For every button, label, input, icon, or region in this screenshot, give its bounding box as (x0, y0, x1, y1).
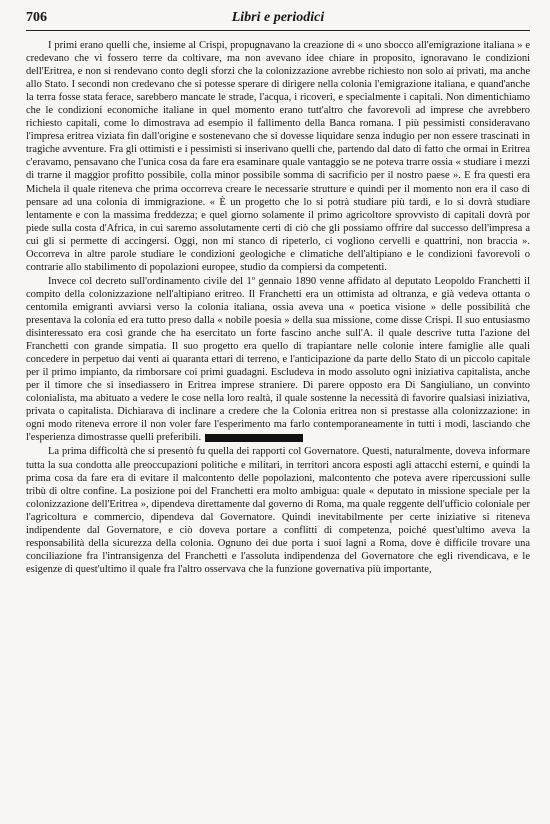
page-number: 706 (26, 10, 47, 25)
paragraph (26, 445, 530, 575)
paragraph-text: La prima difficoltà che si presentò fu quella dei rapporti col Governatore. Questi, naturalmente, doveva informare tutta la sua condotta alle preoccupazioni politiche e militari, in territori ancora esposti agli attacchi esterni, e quindi la prima cosa da fare era di evitare il malcontento delle popolazioni, malcontento che poteva avere ripercussioni sulle tribù di oltre confine. La posizione poi del Franchetti era molto ambigua: quale « deputato in missione speciale per la colonizzazione dell'Eritrea », dipendeva direttamente dal governo di Roma, ma quale reggente dell'ufficio coloniale per l'agricoltura e commercio, dipendeva dal Governatore. Quindi inevitabilmente per certe iniziative si riteneva indipendente dal Governatore, e ciò doveva portare a conflitti di competenza, poiché quest'ultimo aveva la responsabilità della sicurezza della colonia. Ognuno dei due porta i suoi lagni a Roma, dove è difficile trovare una conciliazione fra l'intransigenza del Franchetti e l'assoluta indipendenza del Governatore che egli rivendicava, e le esigenze di quest'ultimo il quale fra l'altro osservava che la funzione governativa più importante, (26, 446, 530, 575)
paragraph-text: Invece col decreto sull'ordinamento civile del 1º gennaio 1890 venne affidato al deputato Leopoldo Franchetti il compito della colonizzazione nell'altipiano eritreo. Il Franchetti era un ottimista ad oltranza, e già vedeva ottanta o centomila emigranti avviarsi verso la colonia italiana, ossia aveva una « poetica visione » delle possibilità che presentava la colonia ed era tutto preso dalla « nobile poesia » della sua missione, come disse Crispi. Il suo entusiasmo disinteressato era così grande che ha esercitato un forte fascino anche sull'A. il quale descrive tutta l'azione del Franchetti con grande simpatia. Il suo progetto era quello di trapiantare nelle colonie intere famiglie alle quali concedere in perpetuo dai venti ai quaranta ettari di terreno, e l'anticipazione da parte dello Stato di un piccolo capitale per il primo impianto, da rimborsare coi primi guadagni. Escludeva in modo assoluto ogni iniziativa capitalista, anche per il timore che si insediassero in Eritrea imprese straniere. Di parere opposto era Di Sangiuliano, un convinto colonialista, ma abituato a vedere le cose nella loro realtà, il quale sostenne la necessità di favorire qualsiasi iniziativa, privata o capitalista. Dichiarava di inclinare a credere che la Colonia eritrea non si prestasse alla colonizzazione: in ogni modo riteneva errore il non voler fare l'esperimento ma farlo contemporaneamente in tutti i modi, lasciando che l'esperienza dimostrasse quelli preferibili. (26, 275, 530, 444)
paragraph (26, 39, 530, 274)
page-header (26, 8, 530, 31)
paragraph-text: I primi erano quelli che, insieme al Crispi, propugnavano la creazione di « uno sbocco all'emigrazione italiana » e credevano che vi fossero terre da coltivare, ma non avevano idee chiare in proposito, ignoravano le condizioni dell'Eritrea, e non si rendevano conto degli sforzi che la colonizzazione avrebbe richiesto non solo ai privati, ma anche allo Stato. I secondi non credevano che si potesse sperare di dirigere nella colonia l'emigrazione italiana, e quand'anche la terra fosse stata ferace, sarebbero mancate le strade, l'acqua, i ricoveri, e specialmente i capitali. Non dimentichiamo che le condizioni economiche italiane in quel momento erano tutt'altro che favorevoli ad imprese che avrebbero richiesto capitali, come lo dimostrava ad esempio il fallimento della Banca romana. I più pessimisti consideravano l'impresa eritrea viziata fin dall'origine e sostenevano che si dovesse liquidare senza indugio per non essere trascinati in tragiche avventure. Fra gli ottimisti e i pessimisti si inserivano quelli che, partendo dal dato di fatto che ormai in Eritrea c'eravamo, pensavano che l'unica cosa da fare era esaminare quale vantaggio se ne poteva trarre ossia « studiare i mezzi di trarne il maggior profitto possibile, colla minor possibile somma di sacrificio per il nostro paese ». E fra questi era Michela il quale riteneva che prima occorreva creare le necessarie strutture e quindi per il momento non era il caso di pensare ad una colonia di immigrazione. « È un progetto che lo si potrà studiare più tardi, e lo si dovrà studiare lentamente e con la massima freddezza; e quel giorno solamente il primo agricoltore sprovvisto di capitali dovrà por piede sulla costa d'Africa, in cui saremo assolutamente certi di ciò che gli possiamo offrire dal successo dell'impresa a cui gli si permette di accingersi. Oggi, non mi stanco di ripeterlo, ci vogliono cervelli e quattrini, non braccia ». Occorreva in altre parole studiare le condizioni geologiche e climatiche dell'altipiano e le condizioni favorevoli o contrarie allo stabilimento di popolazioni europee, studio da compiersi da competenti. (26, 40, 530, 273)
paragraph (26, 275, 530, 445)
redaction-mark (205, 434, 303, 442)
running-title: Libri e periodici (231, 10, 325, 25)
body-text (26, 39, 530, 576)
